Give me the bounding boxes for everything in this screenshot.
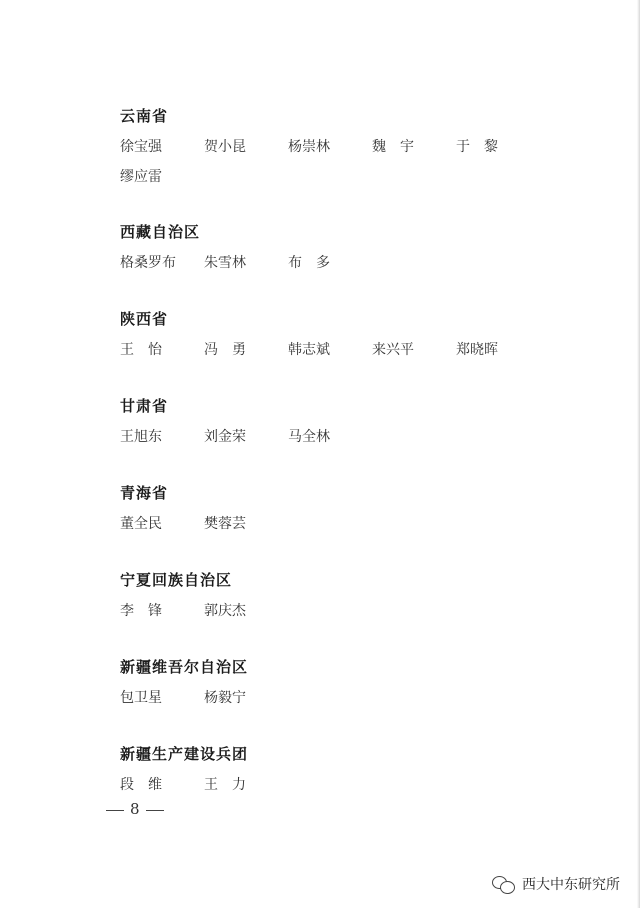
person-name: 郑晓晖 (456, 342, 498, 358)
section-heading: 云南省 (120, 107, 169, 125)
person-name: 韩志斌 (288, 342, 330, 358)
name-row (120, 684, 560, 712)
person-name: 董全民 (120, 516, 162, 532)
dash-left (106, 810, 124, 811)
name-row (120, 771, 560, 799)
person-name: 来兴平 (372, 342, 414, 358)
name-row (120, 163, 560, 191)
person-name: 徐宝强 (120, 139, 162, 155)
watermark-text: 西大中东研究所 (522, 877, 620, 893)
section-xinjiang (120, 656, 560, 712)
section-xpcc (120, 743, 560, 799)
section-tibet (120, 221, 560, 277)
person-name: 段 维 (120, 777, 162, 793)
section-yunnan (120, 105, 560, 191)
name-row (120, 423, 560, 451)
person-name: 缪应雷 (120, 169, 162, 185)
section-heading: 宁夏回族自治区 (120, 571, 233, 589)
section-gansu (120, 395, 560, 451)
person-name: 朱雪林 (204, 255, 246, 271)
section-ningxia (120, 569, 560, 625)
person-name: 杨崇林 (288, 139, 330, 155)
name-row (120, 336, 560, 364)
person-name: 王 力 (204, 777, 246, 793)
name-row (120, 510, 560, 538)
section-heading: 陕西省 (120, 310, 169, 328)
person-name: 于 黎 (456, 139, 498, 155)
section-heading: 西藏自治区 (120, 223, 201, 241)
person-name: 包卫星 (120, 690, 162, 706)
dash-right (146, 810, 164, 811)
name-row (120, 597, 560, 625)
person-name: 樊蓉芸 (204, 516, 246, 532)
name-row (120, 249, 560, 277)
page-number (100, 800, 170, 818)
person-name: 郭庆杰 (204, 603, 246, 619)
person-name: 格桑罗布 (120, 255, 176, 271)
person-name: 王 怡 (120, 342, 162, 358)
section-heading: 新疆维吾尔自治区 (120, 658, 249, 676)
page-number-value: 8 (130, 800, 140, 818)
name-row (120, 133, 560, 161)
person-name: 王旭东 (120, 429, 162, 445)
section-heading: 青海省 (120, 484, 169, 502)
person-name: 冯 勇 (204, 342, 246, 358)
section-qinghai (120, 482, 560, 538)
section-heading: 甘肃省 (120, 397, 169, 415)
wechat-icon (492, 874, 516, 894)
person-name: 魏 宇 (372, 139, 414, 155)
person-name: 贺小昆 (204, 139, 246, 155)
person-name: 刘金荣 (204, 429, 246, 445)
person-name: 马全林 (288, 429, 330, 445)
person-name: 李 锋 (120, 603, 162, 619)
section-shaanxi (120, 308, 560, 364)
wechat-watermark (492, 874, 620, 894)
section-heading: 新疆生产建设兵团 (120, 745, 249, 763)
person-name: 布 多 (288, 255, 330, 271)
person-name: 杨毅宁 (204, 690, 246, 706)
